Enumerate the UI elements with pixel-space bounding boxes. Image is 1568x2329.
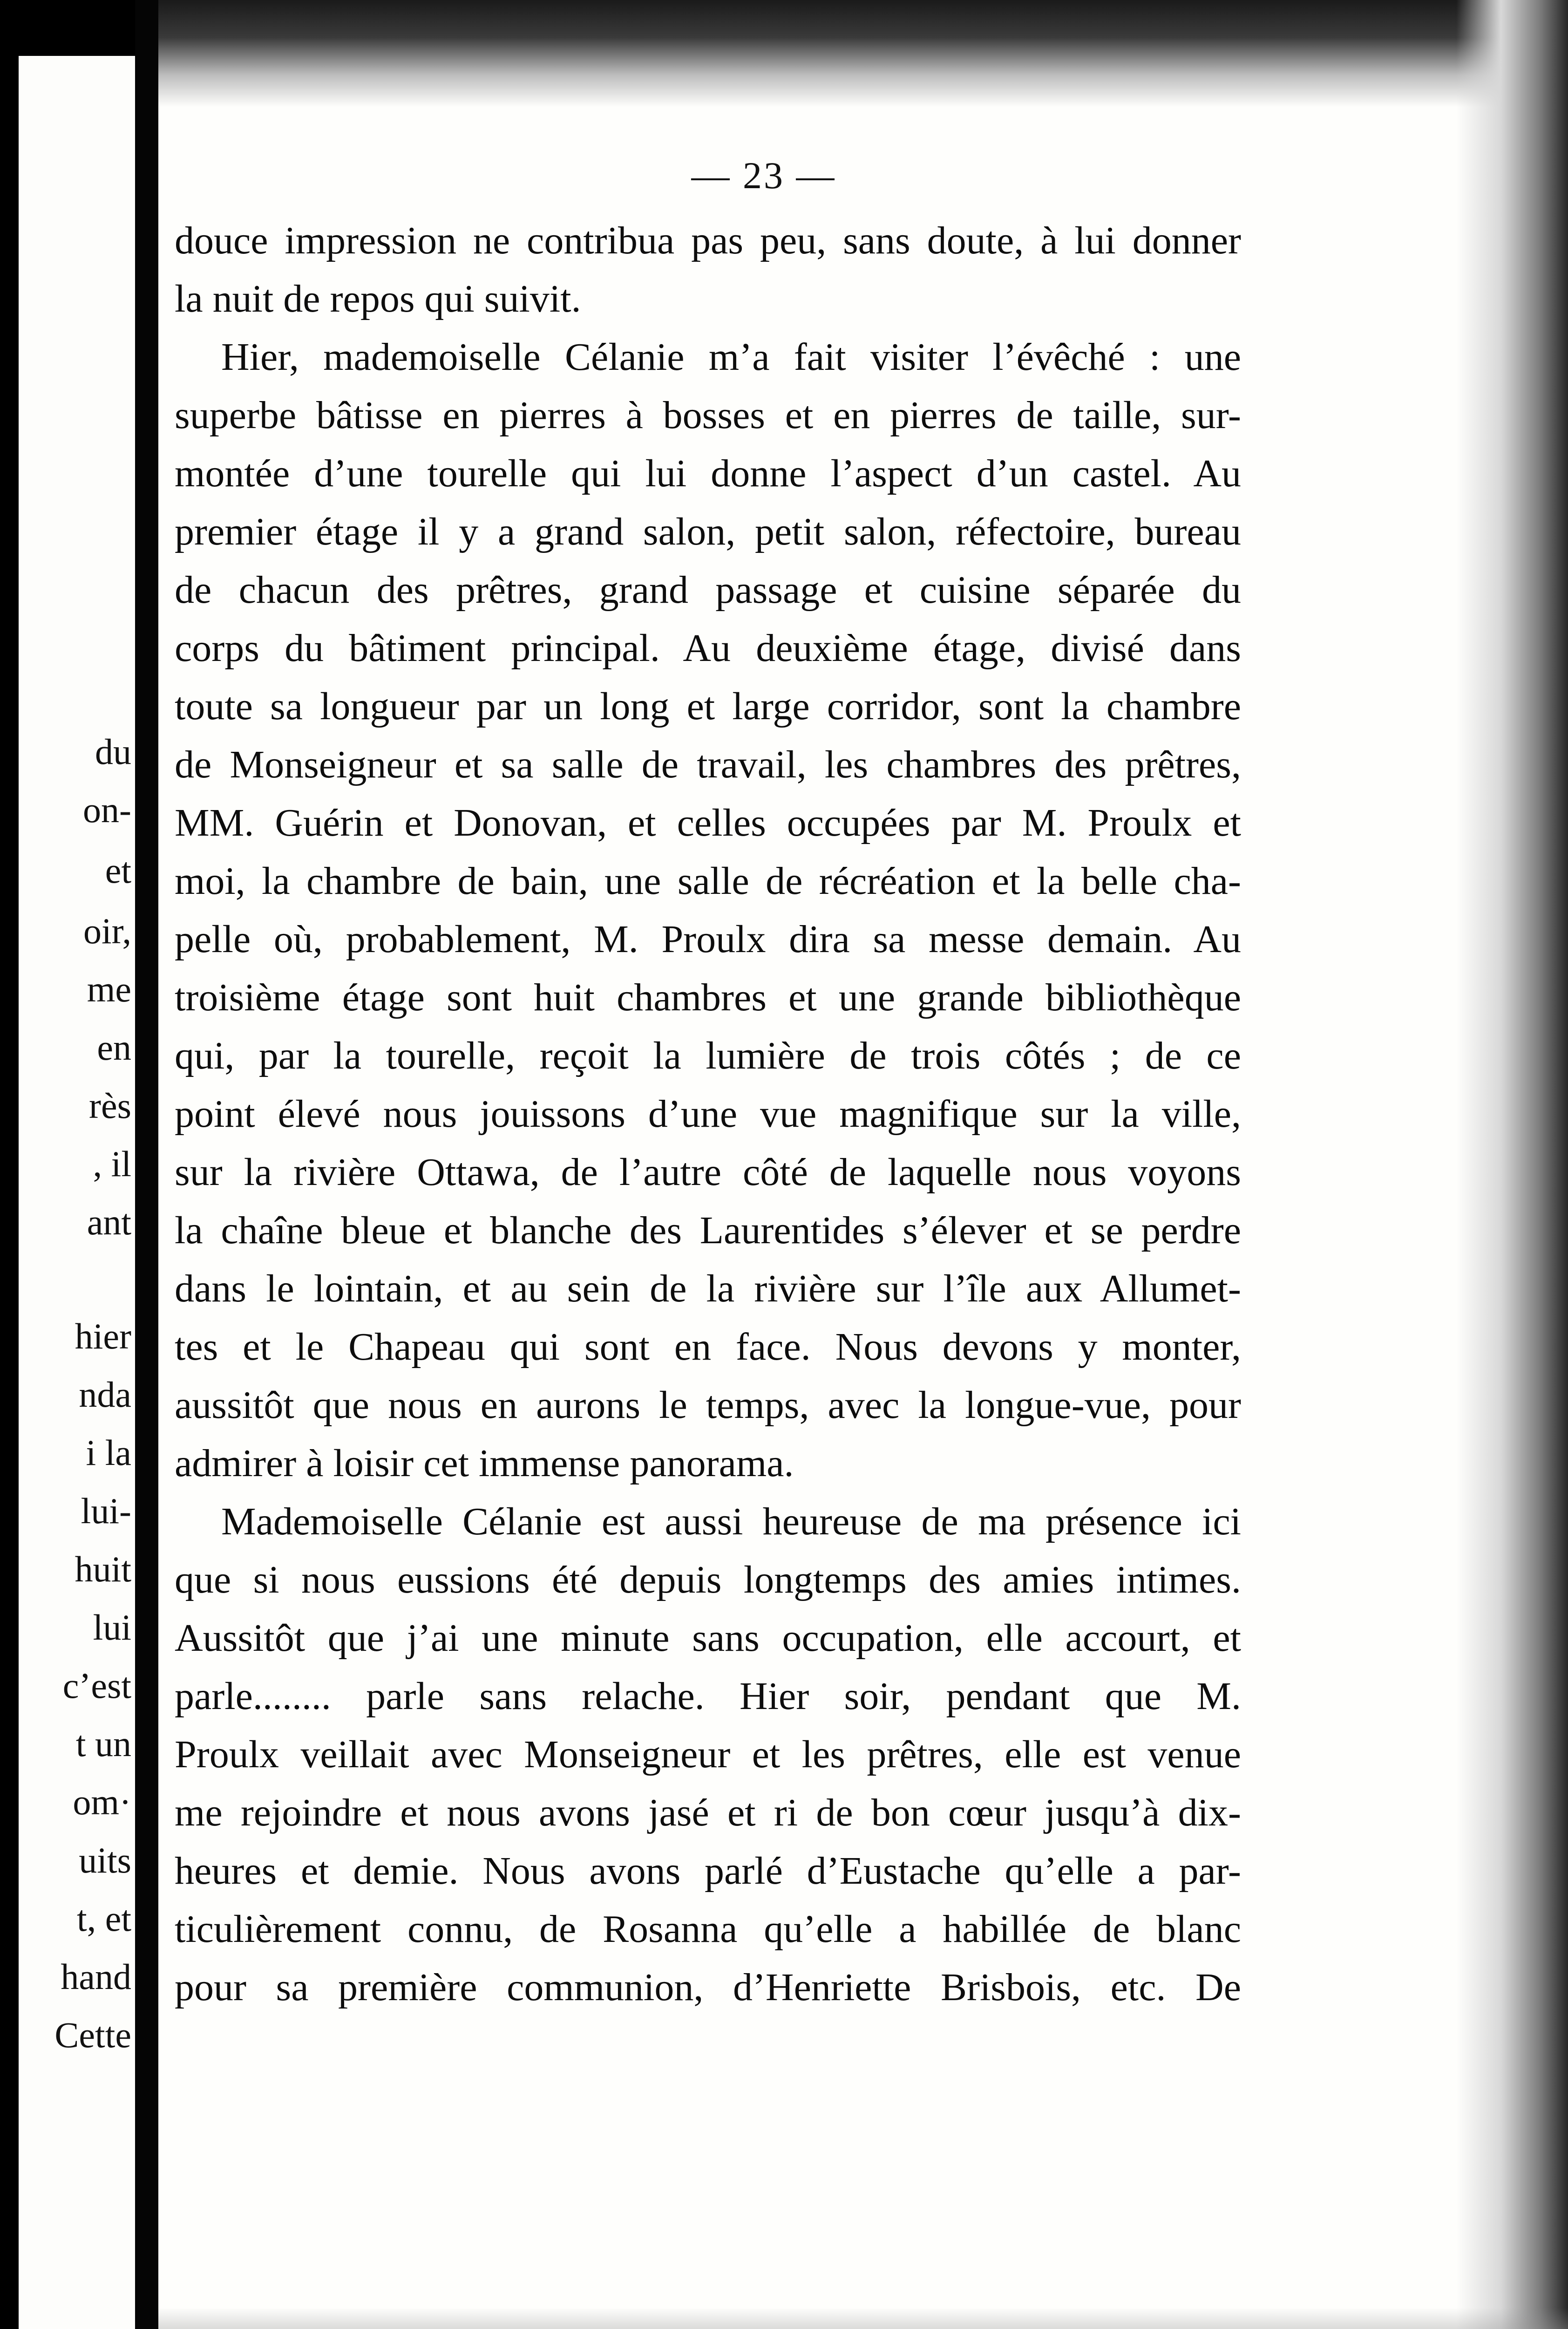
page-gutter: [135, 0, 158, 2329]
text-line: la chaîne bleue et blanche des Laurentides s’élever et se perdre: [175, 1209, 1241, 1252]
prev-page-fragment: om·: [73, 1782, 131, 1822]
text-line: qui, par la tourelle, reçoit la lumière de trois côtés ; de ce: [175, 1034, 1241, 1077]
prev-page-fragment: lui: [93, 1607, 131, 1648]
prev-page-fragment: c’est: [62, 1665, 131, 1706]
prev-page-fragment: uits: [79, 1840, 131, 1880]
prev-page-fragment: lui-: [81, 1491, 131, 1531]
text-line: me rejoindre et nous avons jasé et ri de bon cœur jusqu’à dix-: [175, 1791, 1241, 1834]
prev-page-fragment: t un: [75, 1723, 131, 1764]
prev-page-fragment: nda: [79, 1374, 131, 1415]
prev-page-fragment: hier: [75, 1316, 131, 1356]
previous-page-strip: [19, 56, 135, 2329]
prev-page-fragment: et: [105, 850, 131, 891]
prev-page-fragment: Cette: [54, 2015, 131, 2055]
prev-page-fragment: t, et: [77, 1898, 131, 1939]
text-line: montée d’une tourelle qui lui donne l’aspect d’un castel. Au: [175, 452, 1241, 495]
text-line: pelle où, probablement, M. Proulx dira sa messe demain. Au: [175, 918, 1241, 961]
prev-page-fragment: on-: [83, 790, 131, 830]
text-line: troisième étage sont huit chambres et une grande bibliothèque: [175, 976, 1241, 1019]
prev-page-fragment: oir,: [83, 911, 131, 951]
text-line: point élevé nous jouissons d’une vue magnifique sur la ville,: [175, 1092, 1241, 1136]
prev-page-fragment: huit: [75, 1549, 131, 1589]
prev-page-fragment: rès: [89, 1085, 131, 1126]
prev-page-fragment: en: [97, 1027, 131, 1068]
text-line: Aussitôt que j’ai une minute sans occupation, elle accourt, et: [175, 1616, 1241, 1660]
text-line: sur la rivière Ottawa, de l’autre côté de laquelle nous voyons: [175, 1151, 1241, 1194]
scan-bottom-shadow: [158, 2308, 1568, 2329]
text-line: Hier, mademoiselle Célanie m’a fait visiter l’évêché : une: [221, 335, 1241, 379]
scan-right-shadow: [1456, 0, 1568, 2329]
text-line: que si nous eussions été depuis longtemps des amies intimes.: [175, 1558, 1241, 1601]
text-line: corps du bâtiment principal. Au deuxième étage, divisé dans: [175, 627, 1241, 670]
text-line: de Monseigneur et sa salle de travail, les chambres des prêtres,: [175, 743, 1241, 786]
prev-page-fragment: ant: [87, 1202, 131, 1242]
text-line: Proulx veillait avec Monseigneur et les prêtres, elle est venue: [175, 1733, 1241, 1776]
prev-page-fragment: me: [87, 969, 131, 1009]
text-line: admirer à loisir cet immense panorama.: [175, 1442, 794, 1485]
prev-page-fragment: du: [95, 731, 131, 772]
scan-top-shadow: [158, 0, 1568, 107]
text-line: dans le lointain, et au sein de la rivière sur l’île aux Allumet-: [175, 1267, 1241, 1310]
page-number: — 23 —: [691, 154, 836, 197]
text-line: ticulièrement connu, de Rosanna qu’elle a habillée de blanc: [175, 1907, 1241, 1951]
text-line: aussitôt que nous en aurons le temps, avec la longue-vue, pour: [175, 1383, 1241, 1427]
text-line: superbe bâtisse en pierres à bosses et en pierres de taille, sur-: [175, 394, 1241, 437]
text-line: heures et demie. Nous avons parlé d’Eustache qu’elle a par-: [175, 1849, 1241, 1893]
text-line: tes et le Chapeau qui sont en face. Nous devons y monter,: [175, 1325, 1241, 1369]
prev-page-fragment: hand: [61, 1956, 131, 1997]
text-line: douce impression ne contribua pas peu, sans doute, à lui donner: [175, 219, 1241, 262]
prev-page-fragment: , il: [93, 1144, 131, 1184]
text-line: de chacun des prêtres, grand passage et cuisine séparée du: [175, 568, 1241, 612]
text-line: parle........ parle sans relache. Hier soir, pendant que M.: [175, 1675, 1241, 1718]
text-line: premier étage il y a grand salon, petit salon, réfectoire, bureau: [175, 510, 1241, 553]
prev-page-fragment: i la: [86, 1432, 131, 1473]
text-line: moi, la chambre de bain, une salle de récréation et la belle cha-: [175, 859, 1241, 903]
text-line: Mademoiselle Célanie est aussi heureuse de ma présence ici: [221, 1500, 1241, 1543]
text-line: pour sa première communion, d’Henriette Brisbois, etc. De: [175, 1966, 1241, 2009]
text-line: la nuit de repos qui suivit.: [175, 277, 581, 320]
scan-left-border: [0, 0, 19, 2329]
book-page: [158, 0, 1568, 2329]
text-line: toute sa longueur par un long et large corridor, sont la chambre: [175, 685, 1241, 728]
text-line: MM. Guérin et Donovan, et celles occupées par M. Proulx et: [175, 801, 1241, 844]
